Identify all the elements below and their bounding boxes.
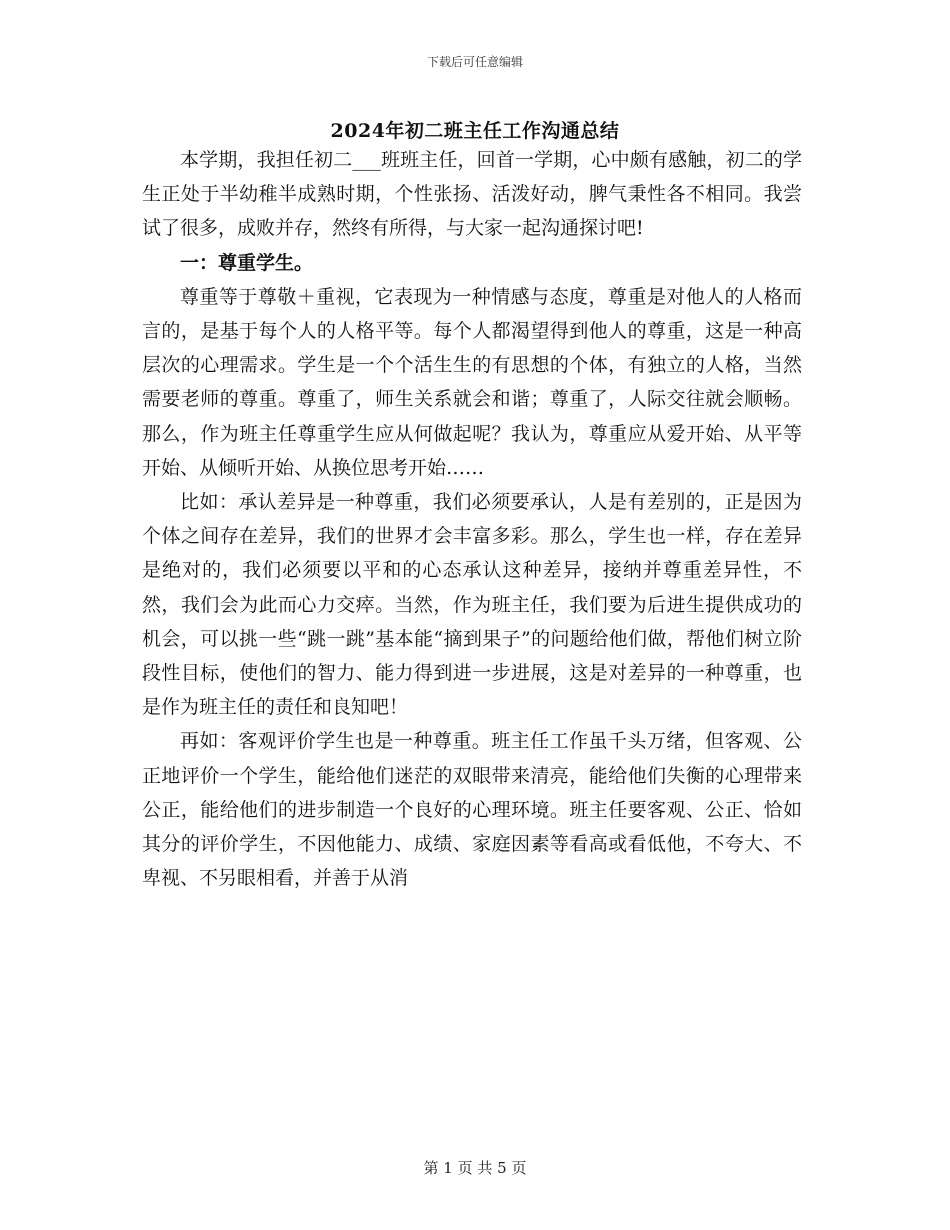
document-title: 2024年初二班主任工作沟通总结 bbox=[330, 120, 620, 142]
page-number: 第 1 页 共 5 页 bbox=[423, 1159, 527, 1177]
paragraph-example-differences: 比如：承认差异是一种尊重，我们必须要承认，人是有差别的，正是因为个体之间存在差异，我们的世界才会丰富多彩。那么，学生也一样，存在差异是绝对的，我们必须要以平和的心态承认这种差异，接纳并尊重差异性，不然，我们会为此而心力交瘁。当然，作为班主任，我们要为后进生提供成功的机会，可以挑一些“跳一跳”基本能“摘到果子”的问题给他们做，帮他们树立阶段性目标，使他们的智力、能力得到进一步进展，这是对差异的一种尊重，也是作为班主任的责任和良知吧！ bbox=[142, 491, 802, 719]
document-body bbox=[142, 143, 802, 895]
paragraph-example-evaluation: 再如：客观评价学生也是一种尊重。班主任工作虽千头万绪，但客观、公正地评价一个学生，能给他们迷茫的双眼带来清亮，能给他们失衡的心理带来公正，能给他们的进步制造一个良好的心理环境。班主任要客观、公正、恰如其分的评价学生，不因他能力、成绩、家庭因素等看高或看低他，不夸大、不卑视、不另眼相看，并善于从消 bbox=[142, 730, 802, 890]
paragraph-intro: 本学期，我担任初二___班班主任，回首一学期，心中颇有感触，初二的学生正处于半幼稚半成熟时期，个性张扬、活泼好动，脾气秉性各不相同。我尝试了很多，成败并存，然终有所得，与大家一起沟通探讨吧! bbox=[142, 149, 802, 240]
header-note: 下载后可任意编辑 bbox=[426, 55, 523, 69]
paragraph-respect-definition: 尊重等于尊敬＋重视，它表现为一种情感与态度，尊重是对他人的人格而言的，是基于每个人的人格平等。每个人都渴望得到他人的尊重，这是一种高层次的心理需求。学生是一个个活生生的有思想的个体，有独立的人格，当然需要老师的尊重。尊重了，师生关系就会和谐；尊重了，人际交往就会顺畅。那么，作为班主任尊重学生应从何做起呢？我认为，尊重应从爱开始、从平等开始、从倾听开始、从换位思考开始…… bbox=[142, 285, 802, 479]
section-heading: 一：尊重学生。 bbox=[180, 251, 314, 274]
